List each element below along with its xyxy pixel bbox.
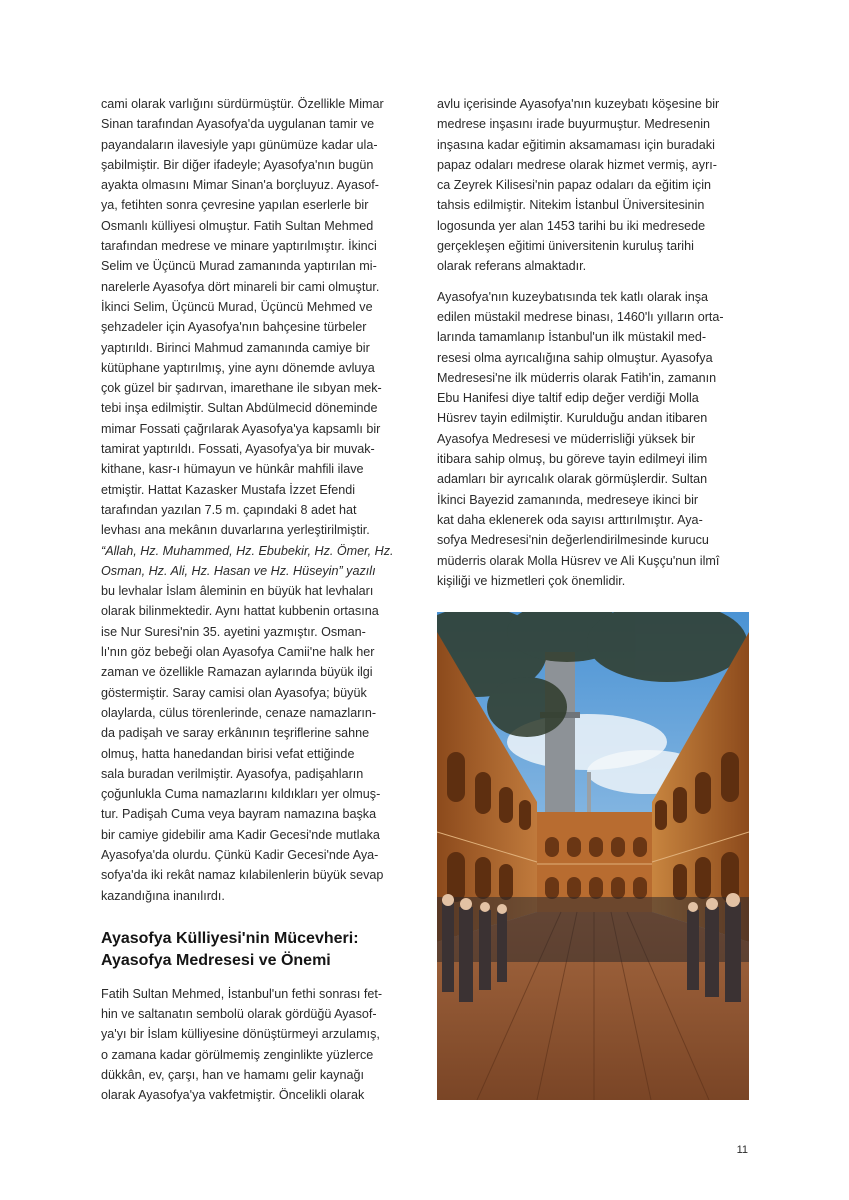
text-line: olarak bilinmektedir. Aynı hattat kubbenin ortasına (101, 604, 379, 619)
text-line: inşasına kadar eğitimin aksamaması için buradaki (437, 137, 715, 152)
text-line: kat daha eklenerek oda sayısı arttırılmıştır. Aya- (437, 512, 703, 527)
text-line: şehzadeler için Ayasofya'nın bahçesine türbeler (101, 320, 367, 335)
text-line: payandaların ilavesiyle yapı günümüze kadar ula- (101, 137, 378, 152)
text-line: ayakta olmasını Mimar Sinan'a borçluyuz. Ayasof- (101, 178, 379, 193)
text-line: Ayasofya Medresesi ve müderrisliği yüksek bir (437, 431, 696, 446)
text-line: resesi olma ayrıcalığına sahip olmuştur. Ayasofya (437, 350, 713, 365)
text-line: medrese inşasını irade buyurmuştur. Medresenin (437, 117, 710, 132)
text-line: Ayasofya'da olurdu. Çünkü Kadir Gecesi'nde Aya- (101, 847, 379, 862)
text-line: müderris olarak Molla Hüsrev ve Ali Kuşçu'nun ilmî (437, 553, 720, 568)
courtyard-illustration (437, 612, 749, 1100)
text-line: çok güzel bir şadırvan, imarethane ile sıbyan mek- (101, 381, 382, 396)
italic-quote-line: Osman, Hz. Ali, Hz. Hasan ve Hz. Hüseyin” yazılı (101, 563, 376, 578)
text-line: zaman ve özellikle Ramazan aylarında büyük ilgi (101, 665, 373, 680)
heading-line: Ayasofya Külliyesi'nin Mücevheri: (101, 929, 359, 947)
text-line: tahsis edilmiştir. Nitekim İstanbul Üniversitesinin (437, 198, 705, 213)
right-paragraph-2 (437, 287, 749, 591)
text-line: ya'yı bir İslam külliyesine dönüştürmeyi arzulamış, (101, 1027, 380, 1042)
text-line: olarak Ayasofya'ya vakfetmiştir. Öncelikli olarak (101, 1088, 365, 1103)
text-line: Hüsrev tayin edilmiştir. Kurulduğu andan itibaren (437, 411, 708, 426)
text-line: göstermiştir. Saray camisi olan Ayasofya; büyük (101, 685, 367, 700)
text-line: tebi inşa edilmiştir. Sultan Abdülmecid döneminde (101, 401, 378, 416)
text-line: cami olarak varlığını sürdürmüştür. Özellikle Mimar (101, 97, 384, 111)
section-heading (101, 928, 413, 972)
left-column (101, 94, 413, 1106)
text-line: bir camiye gidebilir ama Kadir Gecesi'nde mutlaka (101, 827, 380, 842)
page-number: 11 (736, 1144, 748, 1156)
left-italic-quote (101, 541, 413, 582)
text-line: larında tamamlanıp İstanbul'un ilk müstakil med- (437, 330, 707, 345)
text-line: etmiştir. Hattat Kazasker Mustafa İzzet Efendi (101, 482, 356, 497)
text-line: papaz odaları medrese olarak hizmet vermiş, ayrı- (437, 157, 717, 172)
text-line: olmuş, hatta hanedandan birisi vefat ettiğinde (101, 746, 355, 761)
text-line: tarafından yazılan 7.5 m. çapındaki 8 adet hat (101, 502, 357, 517)
right-paragraph-1 (437, 94, 749, 277)
text-line: hin ve saltanatın sembolü olarak gördüğü Ayasof- (101, 1007, 377, 1022)
text-line: tamirat yaptırıldı. Fossati, Ayasofya'ya bir muvak- (101, 442, 375, 457)
madrasa-courtyard-photo (437, 612, 749, 1100)
italic-quote-line: “Allah, Hz. Muhammed, Hz. Ebubekir, Hz. Ömer, Hz. (101, 543, 394, 558)
text-line: ise Nur Suresi'nin 35. ayetini yazmıştır. Osman- (101, 624, 366, 639)
text-line: sofya'da iki rekât namaz kılabilenlerin büyük sevap (101, 868, 384, 883)
text-line: edilen müstakil medrese binası, 1460'lı yılların orta- (437, 309, 724, 324)
text-line: levhası ana mekânın duvarlarına yerleştirilmiştir. (101, 523, 370, 538)
text-line: dükkân, ev, çarşı, han ve hamamı gelir kaynağı (101, 1068, 364, 1083)
text-line: kazandığına inanılırdı. (101, 888, 225, 903)
text-line: kithane, kasr-ı hümayun ve hünkâr mahfili ilave (101, 462, 364, 477)
text-line: Ayasofya'nın kuzeybatısında tek katlı olarak inşa (437, 289, 708, 304)
heading-line: Ayasofya Medresesi ve Önemi (101, 951, 331, 969)
right-column (437, 94, 749, 591)
text-line: olarak referans almaktadır. (437, 259, 587, 274)
text-line: lı'nın göz bebeği olan Ayasofya Camii'ne halk her (101, 645, 375, 660)
text-line: adamları bir ayrıcalık olarak görmüşlerdir. Sultan (437, 472, 708, 487)
text-line: şabilmiştir. Bir diğer ifadeyle; Ayasofya'nın bugün (101, 157, 374, 172)
text-line: gerçekleşen eğitimi üniversitenin kuruluş tarihi (437, 239, 694, 254)
text-line: İkinci Bayezid zamanında, medreseye ikinci bir (437, 492, 699, 507)
text-line: avlu içerisinde Ayasofya'nın kuzeybatı köşesine bir (437, 97, 720, 111)
text-line: kütüphane yaptırılmış, yine aynı dönemde avluya (101, 360, 375, 375)
text-line: Medresesi'ne ilk müderris olarak Fatih'in, zamanın (437, 370, 717, 385)
text-line: da padişah ve saray erkânının teşriflerine sahne (101, 726, 370, 741)
text-line: Fatih Sultan Mehmed, İstanbul'un fethi sonrası fet- (101, 986, 383, 1001)
text-line: tur. Padişah Cuma veya bayram namazına başka (101, 807, 377, 822)
text-line: tarafından medrese ve minare yaptırılmıştır. İkinci (101, 239, 377, 254)
text-line: Sinan tarafından Ayasofya'da uygulanan tamir ve (101, 117, 375, 132)
text-line: sala buradan verilmiştir. Ayasofya, padişahların (101, 766, 364, 781)
text-line: bu levhalar İslam âleminin en büyük hat levhaları (101, 584, 374, 599)
text-line: ya, fetihten sonra çevresine yapılan eserlerle bir (101, 198, 369, 213)
text-line: Ebu Hanifesi diye taltif edip değer verdiği Molla (437, 391, 699, 406)
text-line: narelerle Ayasofya dört minareli bir cami olmuştur. (101, 279, 380, 294)
text-line: itibara sahip olmuş, bu göreve tayin edilmeyi ilim (437, 452, 708, 467)
text-line: çoğunlukla Cuma namazlarını kıldıkları yer olmuş- (101, 787, 381, 802)
left-paragraph-1 (101, 94, 413, 541)
text-line: olaylarda, cülus törenlerinde, cenaze namazların- (101, 705, 377, 720)
left-paragraph-1-continued (101, 581, 413, 906)
text-line: sofya Medresesi'nin değerlendirilmesinde kurucu (437, 533, 709, 548)
text-line: yaptırıldı. Birinci Mahmud zamanında camiye bir (101, 340, 370, 355)
text-line: ca Zeyrek Kilisesi'nin papaz odaları da eğitim için (437, 178, 712, 193)
text-line: Selim ve Üçüncü Murad zamanında yaptırılan mi- (101, 259, 377, 274)
text-line: logosunda yer alan 1453 tarihi bu iki medresede (437, 218, 706, 233)
left-paragraph-2 (101, 984, 413, 1106)
text-line: kişiliği ve hizmetleri çok önemlidir. (437, 573, 626, 588)
text-line: Osmanlı külliyesi olmuştur. Fatih Sultan Mehmed (101, 218, 374, 233)
text-line: mimar Fossati çağrılarak Ayasofya'ya kapsamlı bir (101, 421, 381, 436)
text-line: o zamana kadar görülmemiş zenginlikte yüzlerce (101, 1047, 374, 1062)
text-line: İkinci Selim, Üçüncü Murad, Üçüncü Mehmed ve (101, 299, 373, 314)
